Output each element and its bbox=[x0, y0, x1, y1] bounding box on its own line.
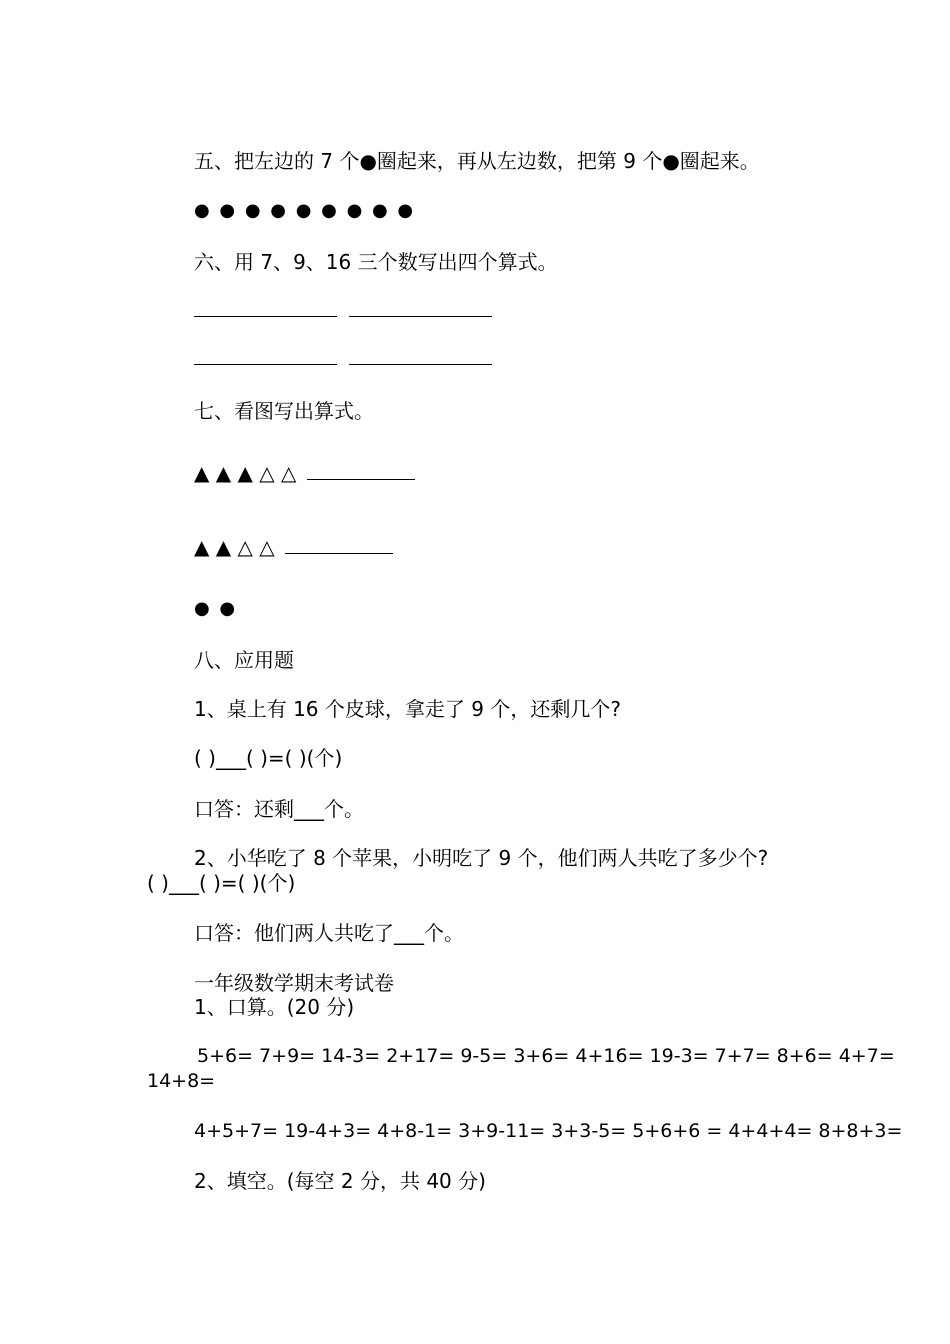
question-2-formula: ( )___( )=( )(个) bbox=[147, 871, 296, 895]
section-7-title: 七、看图写出算式。 bbox=[194, 399, 374, 423]
answer-blank[interactable] bbox=[349, 298, 492, 317]
answer-blank[interactable] bbox=[194, 346, 337, 365]
section-8-title: 八、应用题 bbox=[194, 648, 294, 672]
answer-blank-row-2 bbox=[194, 346, 492, 370]
arithmetic-row-2: 4+5+7= 19-4+3= 4+8-1= 3+9-11= 3+3-5= 5+6+6 = 4+4+4= 8+8+3= bbox=[194, 1120, 903, 1142]
question-1-answer: 口答：还剩___个。 bbox=[194, 797, 364, 821]
arithmetic-row-1: 5+6= 7+9= 14-3= 2+17= 9-5= 3+6= 4+16= 19-3= 7+7= 8+6= 4+7= bbox=[197, 1045, 895, 1067]
exam-title: 一年级数学期末考试卷 bbox=[194, 971, 394, 995]
dots-row: ● ● ● ● ● ● ● ● ● bbox=[194, 200, 416, 221]
answer-blank[interactable] bbox=[349, 346, 492, 365]
answer-blank[interactable] bbox=[307, 461, 415, 480]
answer-blank[interactable] bbox=[194, 298, 337, 317]
shapes-row-1 bbox=[194, 461, 415, 485]
part-1-title: 1、口算。(20 分) bbox=[194, 995, 355, 1019]
triangle-shapes: ▲ ▲ ▲ △ △ bbox=[194, 461, 297, 485]
shapes-row-2 bbox=[194, 535, 393, 559]
dots-row-small: ● ● bbox=[194, 598, 238, 619]
section-5-title: 五、把左边的 7 个●圈起来，再从左边数，把第 9 个●圈起来。 bbox=[194, 149, 760, 173]
question-2-answer: 口答：他们两人共吃了___个。 bbox=[194, 921, 464, 945]
answer-blank-row-1 bbox=[194, 298, 492, 322]
question-1: 1、桌上有 16 个皮球，拿走了 9 个，还剩几个? bbox=[194, 697, 621, 721]
arithmetic-row-1-wrap: 14+8= bbox=[147, 1070, 216, 1092]
part-2-title: 2、填空。(每空 2 分，共 40 分) bbox=[194, 1169, 486, 1193]
question-2: 2、小华吃了 8 个苹果，小明吃了 9 个，他们两人共吃了多少个? bbox=[194, 846, 769, 870]
question-1-formula: ( )___( )=( )(个) bbox=[194, 746, 343, 770]
section-6-title: 六、用 7、9、16 三个数写出四个算式。 bbox=[194, 250, 558, 274]
triangle-shapes: ▲ ▲ △ △ bbox=[194, 535, 275, 559]
answer-blank[interactable] bbox=[285, 535, 393, 554]
